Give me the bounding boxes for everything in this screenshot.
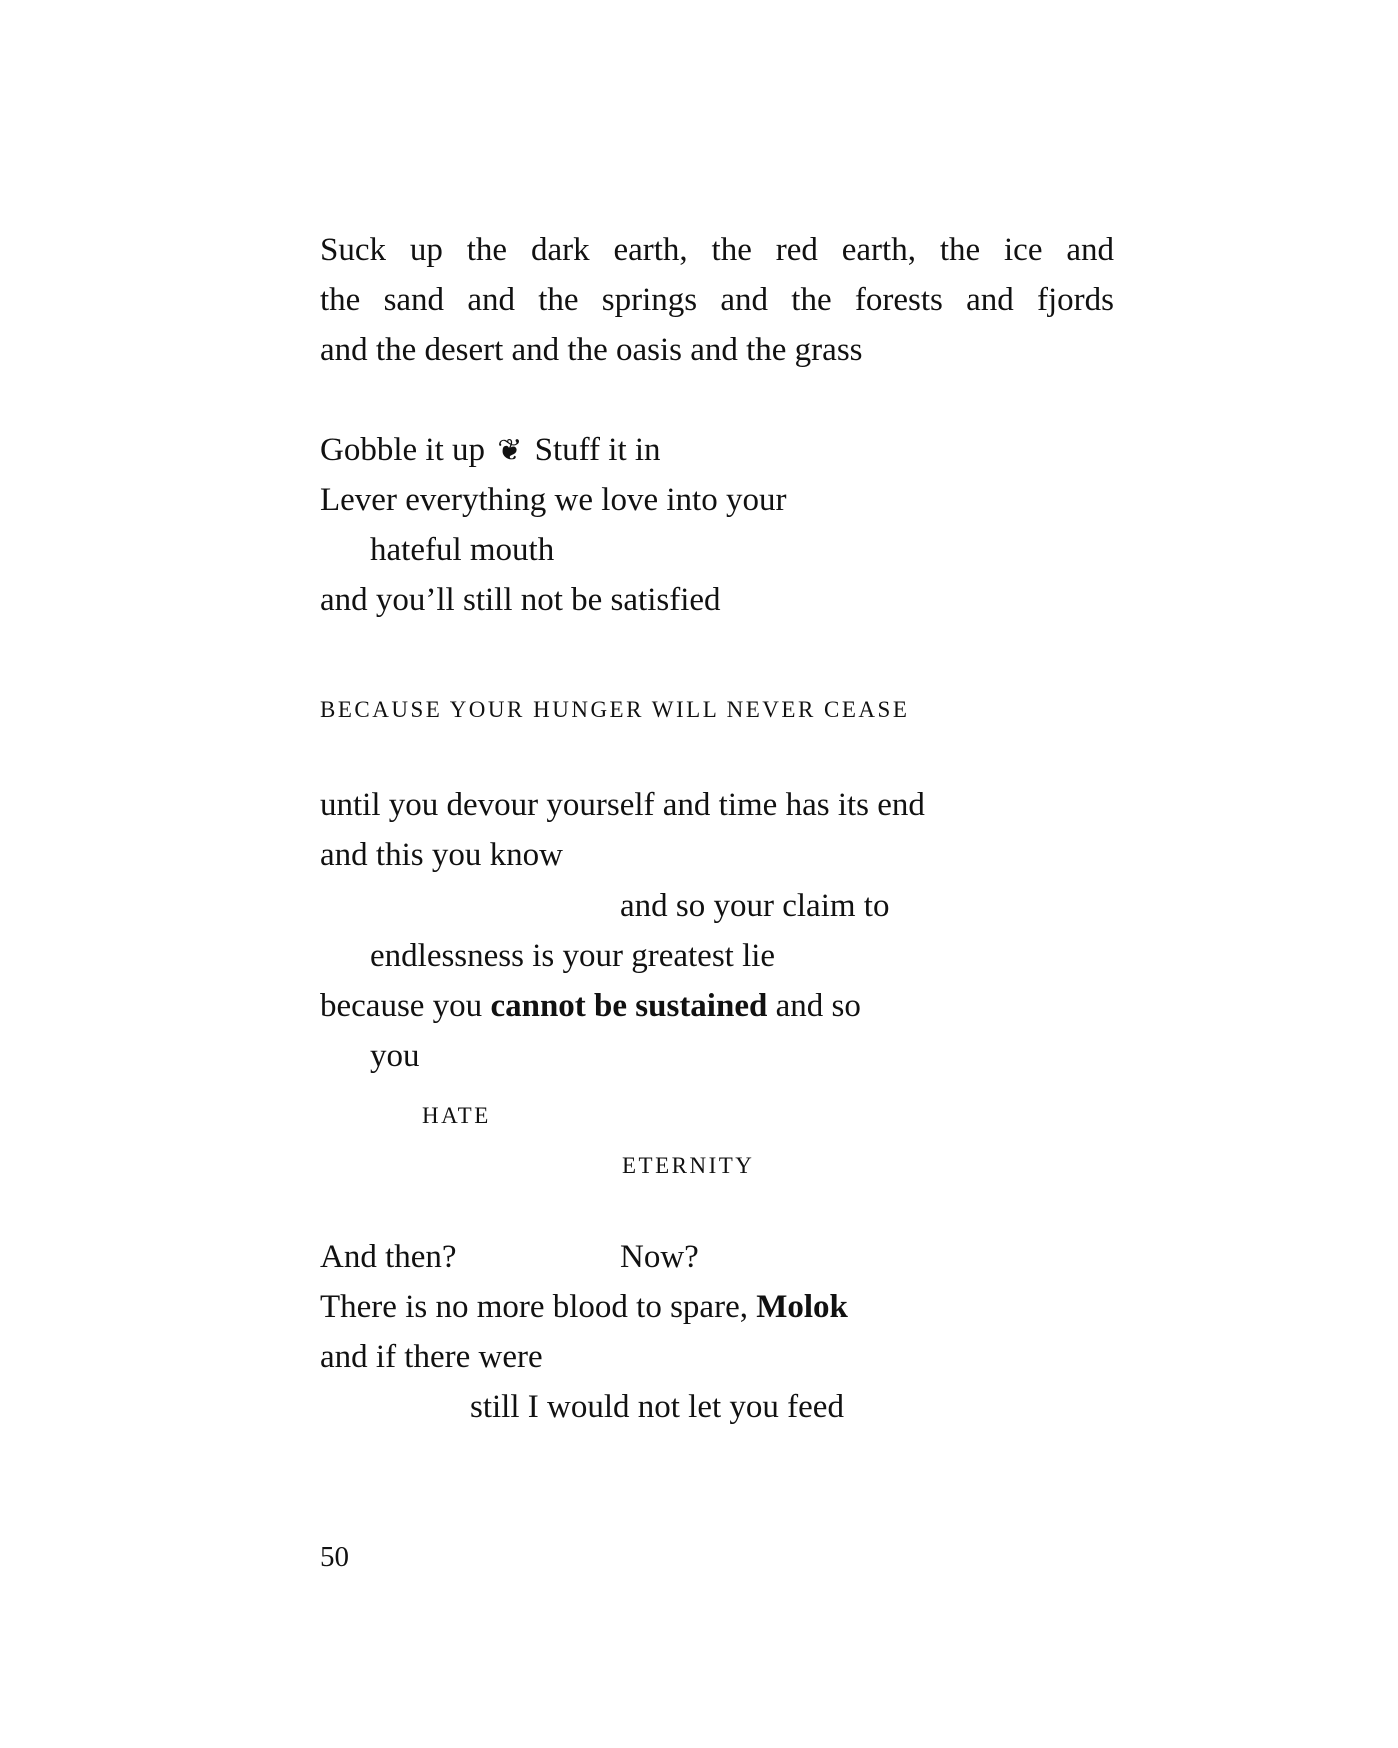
poem-text: because you: [320, 988, 491, 1024]
fleuron-ornament-icon: ❦: [497, 434, 523, 467]
poem-text-bold: cannot be sustained: [490, 988, 768, 1024]
poem-line-indented: still I would not let you feed: [470, 1389, 844, 1425]
poem-line-indented: you: [370, 1038, 420, 1074]
poem-word-small-caps: ETERNITY: [622, 1153, 755, 1178]
poem-text: and so: [767, 988, 861, 1024]
poem-line: and you’ll still not be satisfied: [320, 582, 721, 618]
poem-word-small-caps: HATE: [422, 1103, 491, 1128]
poem-line: [320, 1287, 848, 1327]
poem-line-indented: Now?: [620, 1239, 699, 1275]
poem-line-indented: and so your claim to: [620, 888, 890, 924]
poem-text: Stuff it in: [534, 432, 661, 468]
poem-text: There is no more blood to spare,: [320, 1289, 757, 1325]
poem-line-indented: hateful mouth: [370, 532, 555, 568]
poem-text-bold: Molok: [756, 1289, 848, 1325]
poem-line: Lever everything we love into your: [320, 482, 787, 518]
poem-text: Gobble it up: [320, 432, 485, 468]
page-number: 50: [320, 1541, 349, 1573]
poem-line: and the desert and the oasis and the grass: [320, 332, 863, 368]
poem-line: [320, 986, 861, 1026]
poem-line: Suck up the dark earth, the red earth, the ice and: [320, 232, 1114, 268]
poem-line: [320, 430, 661, 471]
poem-line-indented: endlessness is your greatest lie: [370, 938, 776, 974]
poem-line: and this you know: [320, 837, 563, 873]
poem-line: And then?: [320, 1239, 457, 1275]
poem-line: and if there were: [320, 1339, 543, 1375]
poem-line: until you devour yourself and time has its end: [320, 787, 925, 823]
poem-line-small-caps: BECAUSE YOUR HUNGER WILL NEVER CEASE: [320, 697, 910, 722]
poem-line: the sand and the springs and the forests and fjords: [320, 282, 1114, 318]
